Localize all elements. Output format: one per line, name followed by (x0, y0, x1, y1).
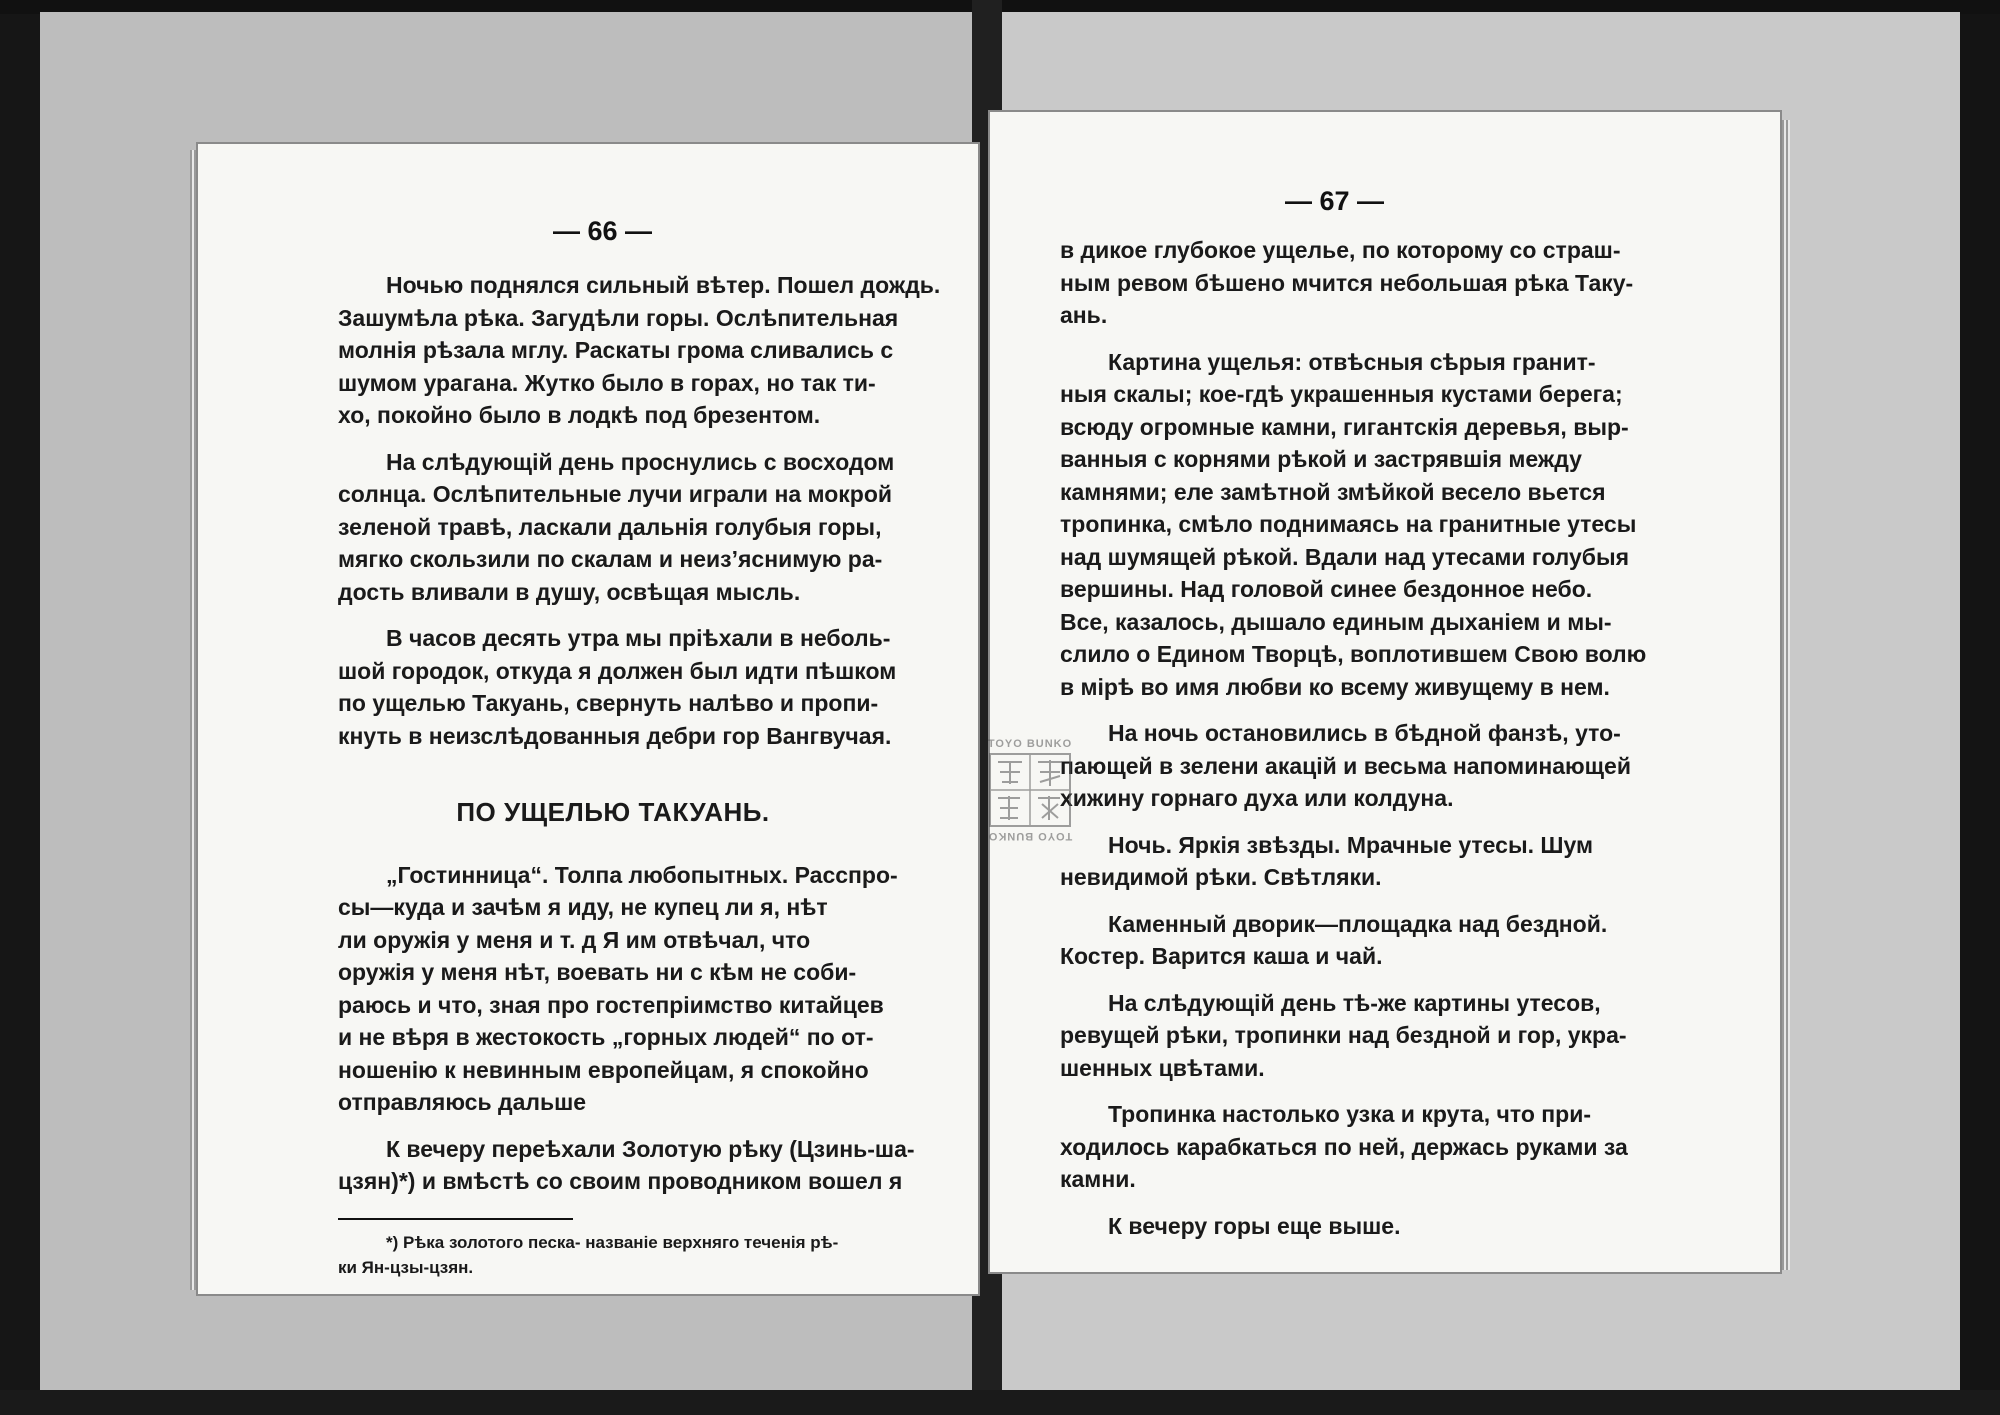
right-page-text (1060, 234, 1647, 1256)
stamp-text-bottom: TOYO BUNKO (987, 830, 1073, 842)
left-page (198, 144, 978, 1294)
library-stamp (980, 738, 1080, 846)
text-line: ванныя с корнями рѣкой и застрявшія между (1060, 446, 1582, 472)
text-line: Каменный дворик—площадка над бездной. (1108, 910, 1608, 937)
page-number-66: — 66 — (553, 216, 653, 246)
text-line: „Гостинница“. Толпа любопытных. Расспро- (386, 861, 898, 888)
paragraph (1060, 1210, 1625, 1243)
text-line: ным ревом бѣшено мчится небольшая рѣка Таку- (1060, 269, 1634, 296)
scan-border-right (1958, 0, 2000, 1415)
stamp-text-top: TOYO BUNKO (987, 738, 1073, 750)
page-number-67: — 67 — (1285, 186, 1385, 216)
text-line: хо, покойно было в лодкѣ под брезентом. (338, 402, 821, 428)
footnote-line: ки Ян-цзы-цзян. (338, 1257, 474, 1277)
text-line: На ночь остановились в бѣдной фанзѣ, уто- (1108, 720, 1621, 746)
text-line: пающей в зелени акацій и весьма напоминающей (1060, 752, 1631, 779)
text-line: ходилось карабкаться по ней, держась руками за (1060, 1133, 1628, 1160)
paragraph (1060, 1098, 1628, 1196)
text-line: дость вливали в душу, освѣщая мысль. (338, 578, 801, 605)
text-line: камнями; еле замѣтной змѣйкой весело вьется (1060, 478, 1606, 505)
text-line: кнуть в неизслѣдованныя дебри гор Вангвучая. (338, 722, 892, 749)
text-line: В часов десять утра мы пріѣхали в неболь- (386, 625, 891, 651)
text-line: К вечеру горы еще выше. (1108, 1212, 1401, 1239)
text-line: слило о Едином Творцѣ, воплотившем Свою волю (1060, 641, 1647, 667)
text-line: камни. (1060, 1166, 1136, 1192)
text-line: Тропинка настолько узка и крута, что при- (1108, 1101, 1591, 1127)
text-line: мягко скользили по скалам и неизʼяснимую ра- (338, 546, 883, 572)
left-page-text (338, 269, 941, 1280)
text-line: шенных цвѣтами. (1060, 1054, 1265, 1081)
text-line: Зашумѣла рѣка. Загудѣли горы. Ослѣпительная (338, 304, 899, 331)
text-line: вершины. Над головой синее бездонное небо. (1060, 576, 1593, 602)
right-page (990, 112, 1780, 1272)
text-line: солнца. Ослѣпительные лучи играли на мокрой (338, 481, 893, 507)
text-line: в мірѣ во имя любви ко всему живущему в нем. (1060, 673, 1610, 700)
paragraph (338, 859, 898, 1119)
text-line: ли оружія у меня и т. д Я им отвѣчал, что (338, 926, 811, 953)
paragraph (1060, 717, 1631, 815)
text-line: сы—куда и зачѣм я иду, не купец ли я, нѣт (338, 894, 828, 920)
paragraph (1060, 987, 1625, 1085)
paragraph (1060, 829, 1625, 894)
footnote (338, 1230, 888, 1280)
text-line: цзян)*) и вмѣстѣ со своим проводником вошел я (338, 1168, 903, 1194)
text-line: всюду огромные камни, гигантскія деревья, выр- (1060, 413, 1629, 440)
text-line: в дикое глубокое ущелье, по которому со страш- (1060, 237, 1621, 263)
scan-border-left (0, 0, 44, 1415)
text-line: отправляюсь дальше (338, 1089, 587, 1115)
text-line: по ущелью Такуань, свернуть налѣво и пропи- (338, 690, 879, 716)
text-line: тропинка, смѣло поднимаясь на гранитные утесы (1060, 511, 1637, 537)
text-line: Все, казалось, дышало единым дыханіем и мы- (1060, 608, 1612, 635)
text-line: Ночь. Яркія звѣзды. Мрачные утесы. Шум (1108, 831, 1593, 858)
text-line: шой городок, откуда я должен был идти пѣшком (338, 657, 897, 684)
text-line: раюсь и что, зная про гостепріимство китайцев (338, 991, 884, 1018)
text-line: Картина ущелья: отвѣсныя сѣрыя гранит- (1108, 348, 1596, 375)
text-line: Ночью поднялся сильный вѣтер. Пошел дождь. (386, 272, 941, 298)
paragraph (338, 446, 895, 609)
scan-border-bottom (0, 1390, 2000, 1415)
text-line: шумом урагана. Жутко было в горах, но так ти- (338, 369, 876, 396)
text-line: над шумящей рѣкой. Вдали над утесами голубыя (1060, 543, 1630, 570)
text-line: На слѣдующій день проснулись с восходом (386, 448, 895, 475)
text-line: К вечеру переѣхали Золотую рѣку (Цзинь-ша- (386, 1135, 915, 1162)
text-line: ныя скалы; кое-гдѣ украшенныя кустами берега; (1060, 381, 1623, 407)
text-line: На слѣдующій день тѣ-же картины утесов, (1108, 989, 1601, 1016)
footnote-line: *) Рѣка золотого песка- названіе верхняго теченія рѣ- (386, 1232, 839, 1252)
text-line: ревущей рѣки, тропинки над бездной и гор, укра- (1060, 1022, 1627, 1048)
text-line: ань. (1060, 302, 1108, 328)
paragraph (1060, 234, 1634, 332)
footnote-rule (338, 1218, 573, 1220)
text-line: оружія у меня нѣт, воевать ни с кѣм не соби- (338, 959, 857, 985)
paragraph (338, 269, 941, 432)
section-heading: ПО УЩЕЛЬЮ ТАКУАНЬ. (456, 797, 770, 827)
text-line: хижину горнаго духа или колдуна. (1060, 785, 1454, 811)
text-line: зеленой травѣ, ласкали дальнія голубыя горы, (338, 513, 882, 540)
paragraph (1060, 346, 1647, 704)
text-line: молнія рѣзала мглу. Раскаты грома сливались с (338, 337, 894, 363)
paragraph (338, 622, 897, 752)
text-line: и не вѣря в жестокость „горных людей“ по от- (338, 1024, 874, 1050)
text-line: Костер. Варится каша и чай. (1060, 943, 1383, 969)
paragraph (338, 1133, 915, 1198)
text-line: невидимой рѣки. Свѣтляки. (1060, 864, 1382, 890)
text-line: ношенію к невинным европейцам, я спокойно (338, 1056, 869, 1083)
paragraph (1060, 908, 1625, 973)
page-stack-right (1780, 120, 1790, 1270)
